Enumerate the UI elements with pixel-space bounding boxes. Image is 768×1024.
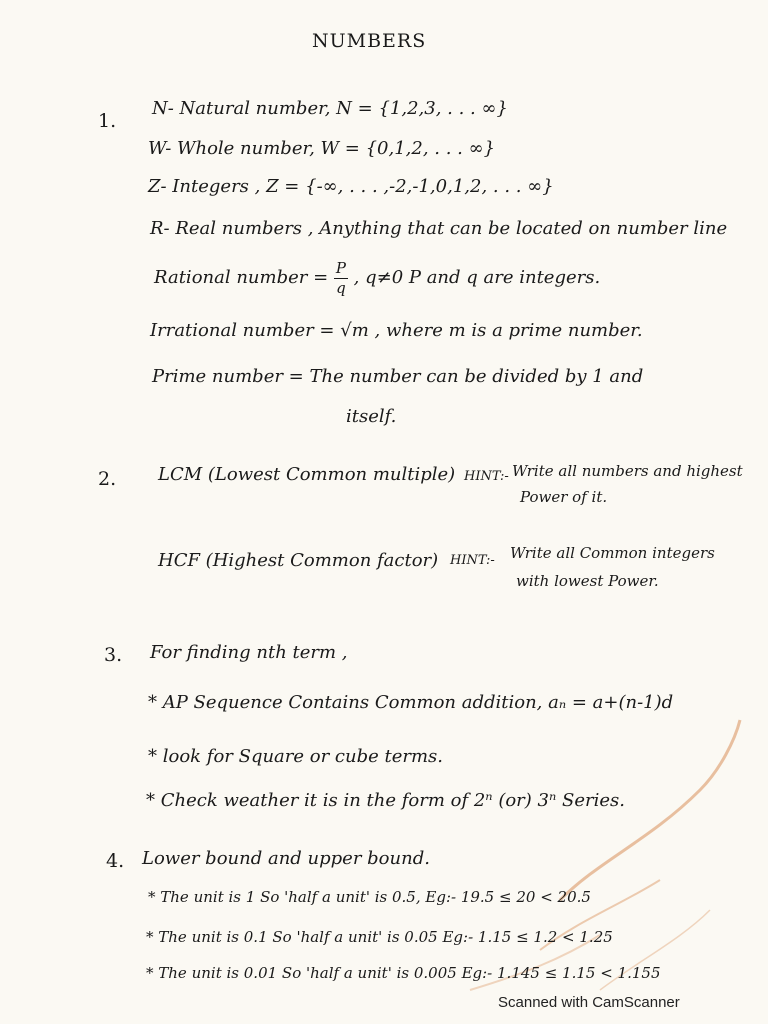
prime-number-line-2: itself.: [346, 406, 397, 427]
integers-line: Z- Integers , Z = {-∞, . . . ,-2,-1,0,1,2, . . . ∞}: [148, 176, 554, 197]
lcm-hint-label: HINT:-: [464, 469, 509, 484]
section-1-number: 1.: [98, 110, 117, 132]
real-numbers-line: R- Real numbers , Anything that can be located on number line: [150, 218, 728, 239]
bounds-line-2: * The unit is 0.1 So 'half a unit' is 0.05 Eg:- 1.15 ≤ 1.2 < 1.25: [146, 928, 613, 946]
hcf-hint-label: HINT:-: [450, 553, 495, 568]
lcm-hint-line-2: Power of it.: [520, 488, 608, 506]
section-4-number: 4.: [106, 850, 125, 872]
natural-number-line: N- Natural number, N = {1,2,3, . . . ∞}: [152, 98, 508, 119]
hcf-hint-line-1: Write all Common integers: [510, 544, 715, 562]
hcf-hint-line-2: with lowest Power.: [516, 572, 659, 590]
hcf-line: HCF (Highest Common factor): [158, 550, 439, 571]
rational-number-line: [154, 260, 600, 296]
bounds-line-1: * The unit is 1 So 'half a unit' is 0.5, Eg:- 19.5 ≤ 20 < 20.5: [148, 888, 591, 906]
camscanner-watermark: Scanned with CamScanner: [498, 994, 680, 1011]
bounds-heading: Lower bound and upper bound.: [142, 848, 430, 869]
irrational-number-line: Irrational number = √m , where m is a prime number.: [150, 320, 643, 341]
lcm-hint-line-1: Write all numbers and highest: [512, 462, 743, 480]
section-3-number: 3.: [104, 644, 123, 666]
rational-fraction: [334, 260, 348, 296]
prime-number-line-1: Prime number = The number can be divided by 1 and: [152, 366, 644, 387]
whole-number-line: W- Whole number, W = {0,1,2, . . . ∞}: [148, 138, 496, 159]
page-title: NUMBERS: [312, 30, 427, 52]
lcm-line: LCM (Lowest Common multiple): [158, 464, 456, 485]
section-2-number: 2.: [98, 468, 117, 490]
rational-rhs: , q≠0 P and q are integers.: [353, 267, 601, 288]
fraction-numerator: P: [335, 259, 346, 277]
fraction-denominator: q: [336, 278, 346, 297]
nth-term-heading: For finding nth term ,: [150, 642, 348, 663]
square-cube-line: * look for Square or cube terms.: [148, 746, 444, 767]
rational-lhs: Rational number =: [154, 267, 329, 288]
bounds-line-3: * The unit is 0.01 So 'half a unit' is 0.005 Eg:- 1.145 ≤ 1.15 < 1.155: [146, 964, 661, 982]
ap-sequence-line: * AP Sequence Contains Common addition, aₙ = a+(n-1)d: [148, 692, 674, 713]
check-series-line: * Check weather it is in the form of 2ⁿ (or) 3ⁿ Series.: [146, 790, 625, 811]
